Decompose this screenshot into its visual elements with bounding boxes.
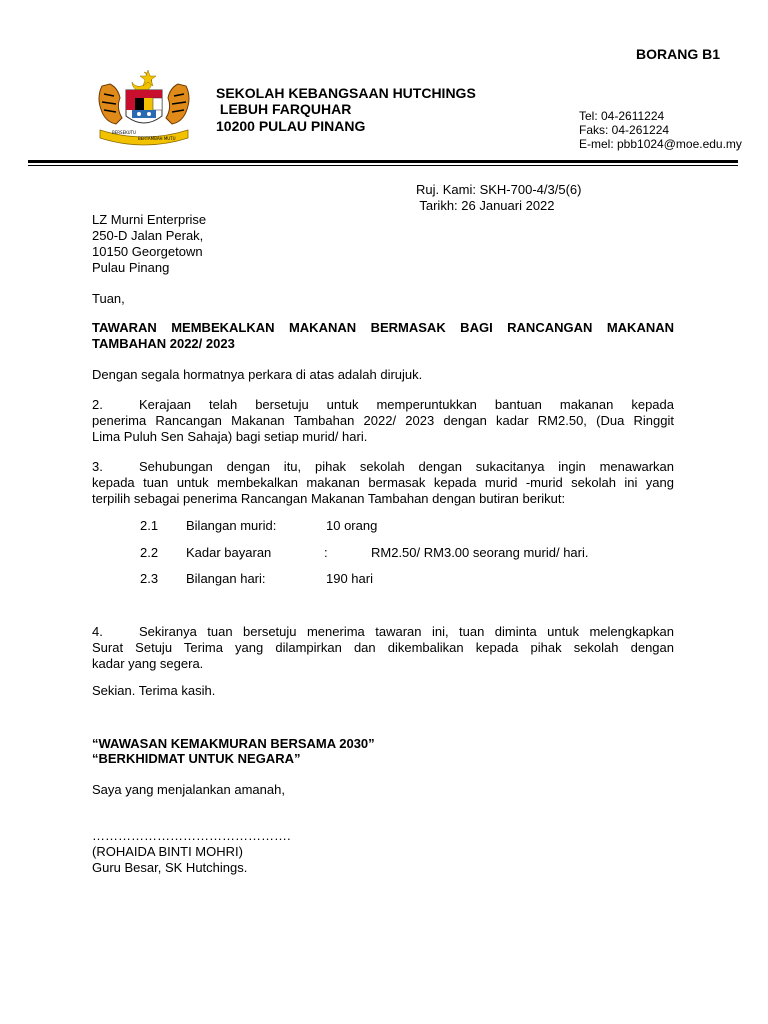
paragraph-4 [92,624,674,672]
recipient-line-1: LZ Murni Enterprise [92,212,207,227]
contact-tel: Tel: 04-2611224 [579,109,665,123]
salutation: Tuan, [92,291,125,306]
paragraph-4-line-1: Sekiranya tuan bersetuju menerima tawaran ini, tuan diminta untuk melengkapkan [139,624,674,639]
signature-line: ………………………………………. [92,828,291,843]
paragraph-3-line-2: kepada tuan untuk membekalkan makanan bermasak kepada murid -murid sekolah ini yang [92,475,674,490]
intro-paragraph: Dengan segala hormatnya perkara di atas adalah dirujuk. [92,367,423,382]
detail-2-number: 2.2 [140,545,159,560]
contact-fax: Faks: 04-261224 [579,123,670,137]
detail-1-number: 2.1 [140,518,159,533]
paragraph-4-line-3: kadar yang segera. [92,656,204,671]
paragraph-4-number: 4. [92,624,103,639]
recipient-line-2: 250-D Jalan Perak, [92,228,204,243]
subject [92,320,674,352]
svg-text:BERSEKUTU: BERSEKUTU [112,130,136,135]
signatory-name: (ROHAIDA BINTI MOHRI) [92,844,243,859]
svg-text:BERTAMBAH MUTU: BERTAMBAH MUTU [138,136,176,141]
signatory-position: Guru Besar, SK Hutchings. [92,860,248,875]
paragraph-3-line-3: terpilih sebagai penerima Rancangan Makanan Tambahan dengan butiran berikut: [92,491,566,506]
detail-3-label: Bilangan hari: [186,571,266,586]
slogan-wawasan: “WAWASAN KEMAKMURAN BERSAMA 2030” [92,736,375,751]
trust-line: Saya yang menjalankan amanah, [92,782,285,797]
reference-number: Ruj. Kami: SKH-700-4/3/5(6) [416,182,582,197]
paragraph-3-number: 3. [92,459,103,474]
detail-2-separator: : [324,545,328,560]
paragraph-3 [92,459,674,507]
detail-2-value: RM2.50/ RM3.00 seorang murid/ hari. [371,545,589,560]
subject-line-1: TAWARAN MEMBEKALKAN MAKANAN BERMASAK BAGI RANCANGAN MAKANAN [92,320,674,335]
malaysia-coat-of-arms-logo [92,68,196,148]
school-name: SEKOLAH KEBANGSAAN HUTCHINGS [216,85,476,101]
paragraph-4-line-2: Surat Setuju Terima yang dilampirkan dan dikembalikan kepada pihak sekolah dengan [92,640,674,655]
header-rule-thin [28,165,738,166]
school-city: 10200 PULAU PINANG [216,118,366,134]
school-street: LEBUH FARQUHAR [216,101,352,117]
recipient-line-4: Pulau Pinang [92,260,170,275]
paragraph-2-number: 2. [92,397,103,412]
paragraph-2-line-3: Lima Puluh Sen Sahaja) bagi setiap murid/ hari. [92,429,368,444]
paragraph-2-line-1: Kerajaan telah bersetuju untuk memperuntukkan bantuan makanan kepada [139,397,674,412]
detail-2-label: Kadar bayaran [186,545,272,560]
paragraph-2-line-2: penerima Rancangan Makanan Tambahan 2022/ 2023 dengan kadar RM2.50, (Dua Ringgit [92,413,674,428]
recipient-line-3: 10150 Georgetown [92,244,203,259]
form-code: BORANG B1 [636,46,721,62]
detail-3-number: 2.3 [140,571,159,586]
letter-date: Tarikh: 26 Januari 2022 [416,198,555,213]
paragraph-2 [92,397,674,445]
subject-line-2: TAMBAHAN 2022/ 2023 [92,336,235,351]
closing: Sekian. Terima kasih. [92,683,216,698]
slogan-berkhidmat: “BERKHIDMAT UNTUK NEGARA” [92,751,301,766]
detail-3-value: 190 hari [326,571,373,586]
header-rule-thick [28,160,738,163]
contact-email: E-mel: pbb1024@moe.edu.my [579,137,742,151]
detail-1-label: Bilangan murid: [186,518,277,533]
paragraph-3-line-1: Sehubungan dengan itu, pihak sekolah dengan sukacitanya ingin menawarkan [139,459,674,474]
detail-1-value: 10 orang [326,518,378,533]
